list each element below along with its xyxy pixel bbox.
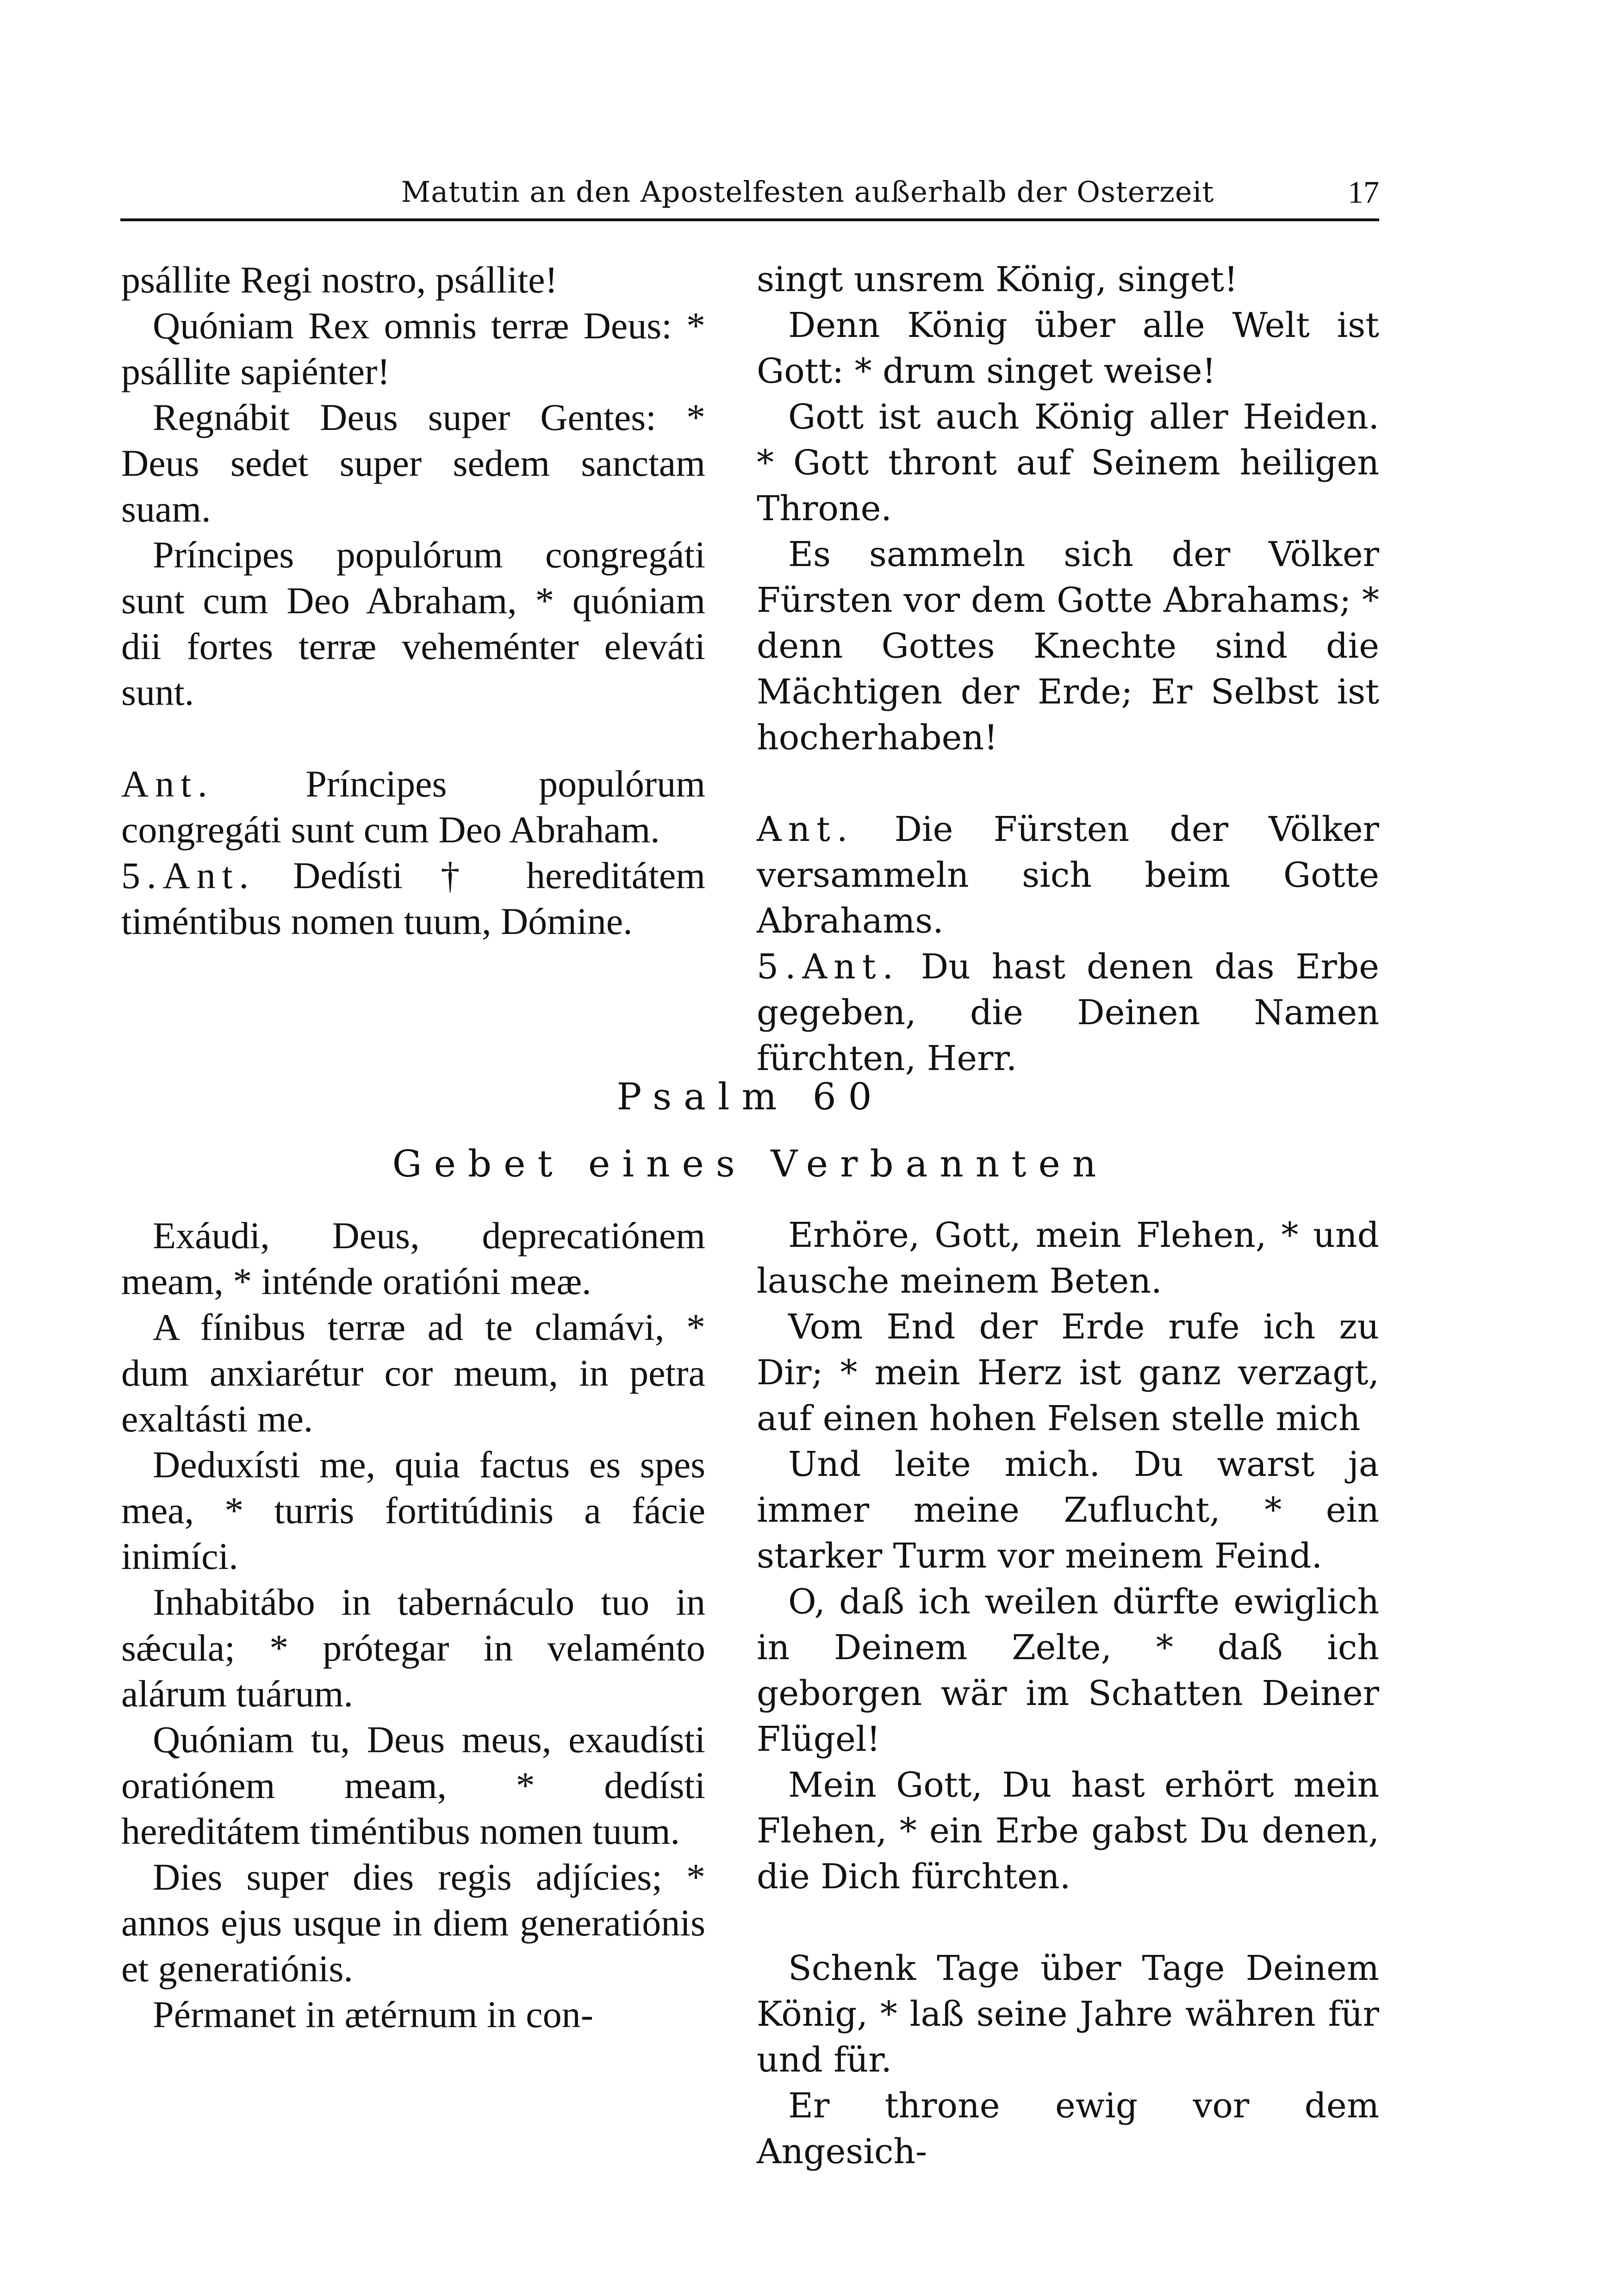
latin-verse: Deduxísti me, quia factus es spes mea, * turris fortitúdinis a fácie inimíci. (121, 1444, 705, 1577)
latin-verse: Príncipes populórum congregáti sunt cum Deo Abraham, * quóniam dii fortes terræ veheménter eleváti sunt. (121, 534, 705, 713)
header-title: Matutin an den Apostelfesten außerhalb der Osterzeit (401, 175, 1214, 209)
psalm-title: Psalm 60 (616, 1075, 884, 1118)
page-number: 17 (1348, 174, 1379, 210)
german-antiphon-5: 5.Ant. Du hast denen das Erbe gegeben, die Deinen Namen fürchten, Herr. (757, 947, 1379, 1078)
latin-column-bottom (121, 1213, 705, 2037)
german-verse: Erhöre, Gott, mein Flehen, * und lausche meinem Beten. (757, 1215, 1379, 1301)
antiphon-number: 5. (757, 947, 803, 987)
running-header (120, 167, 1379, 218)
latin-antiphon: Ant. Príncipes populórum congregáti sunt cum Deo Abraham. (121, 763, 705, 851)
antiphon-label: Ant. (802, 947, 900, 987)
latin-verse: Dies super dies regis adjícies; * annos ejus usque in diem generatiónis et generatiónis. (121, 1856, 705, 1990)
latin-antiphon-5: 5.Ant. Dedísti † hereditátem timéntibus nomen tuum, Dómine. (121, 854, 706, 942)
german-verse: Vom End der Erde rufe ich zu Dir; * mein Herz ist ganz verzagt, auf einen hohen Felsen stelle mich (757, 1307, 1379, 1438)
latin-column-top (121, 257, 705, 944)
latin-verse: psállite Regi nostro, psállite! (121, 259, 558, 301)
german-verse: Denn König über alle Welt ist Gott: * drum singet weise! (757, 305, 1379, 391)
german-verse: Es sammeln sich der Völker Fürsten vor dem Gotte Abrahams; * denn Gottes Knechte sind die Mächtigen der Erde; Er Selbst ist hocherhaben! (757, 535, 1379, 758)
german-column-bottom (757, 1213, 1379, 2175)
antiphon-label: Ant. (162, 854, 255, 896)
latin-verse: Exáudi, Deus, deprecatiónem meam, * inténde oratióni meæ. (121, 1214, 705, 1302)
german-verse: Und leite mich. Du warst ja immer meine Zuflucht, * ein starker Turm vor meinem Feind. (757, 1444, 1379, 1576)
spacer (757, 1900, 1379, 1946)
german-verse: Schenk Tage über Tage Deinem König, * laß seine Jahre währen für und für. (757, 1948, 1379, 2080)
german-verse: singt unsrem König, singet! (757, 260, 1238, 299)
latin-verse: A fínibus terræ ad te clamávi, * dum anxiarétur cor meum, in petra exaltásti me. (121, 1306, 705, 1440)
german-verse: Gott ist auch König aller Heiden. * Gott thront auf Seinem heiligen Throne. (757, 397, 1379, 529)
psalm-subtitle: Gebet eines Verbannten (392, 1142, 1108, 1185)
spacer (757, 761, 1379, 807)
latin-verse: Pérmanet in ætérnum in con- (153, 1993, 593, 2035)
german-column-top (757, 257, 1379, 1082)
antiphon-label: Ant. (121, 763, 214, 805)
german-verse: Mein Gott, Du hast erhört mein Flehen, * ein Erbe gabst Du denen, die Dich fürchten. (757, 1765, 1379, 1897)
german-verse: Er throne ewig vor dem Angesich- (757, 2086, 1379, 2172)
antiphon-number: 5. (121, 854, 163, 896)
antiphon-label: Ant. (757, 809, 854, 849)
latin-verse: Regnábit Deus super Gentes: * Deus sedet super sedem sanctam suam. (121, 396, 705, 530)
german-verse: O, daß ich weilen dürfte ewiglich in Deinem Zelte, * daß ich geborgen wär im Schatten Deiner Flügel! (757, 1582, 1379, 1759)
german-antiphon: Ant. Die Fürsten der Völker versammeln sich beim Gotte Abrahams. (757, 809, 1380, 941)
latin-verse: Inhabitábo in tabernáculo tuo in sǽcula; * prótegar in velaménto alárum tuárum. (121, 1581, 705, 1715)
header-rule (120, 218, 1379, 221)
latin-verse: Quóniam tu, Deus meus, exaudísti oratiónem meam, * dedísti hereditátem timéntibus nomen tuum. (121, 1718, 705, 1852)
spacer (121, 715, 705, 761)
latin-verse: Quóniam Rex omnis terræ Deus: * psállite sapiénter! (121, 305, 705, 392)
